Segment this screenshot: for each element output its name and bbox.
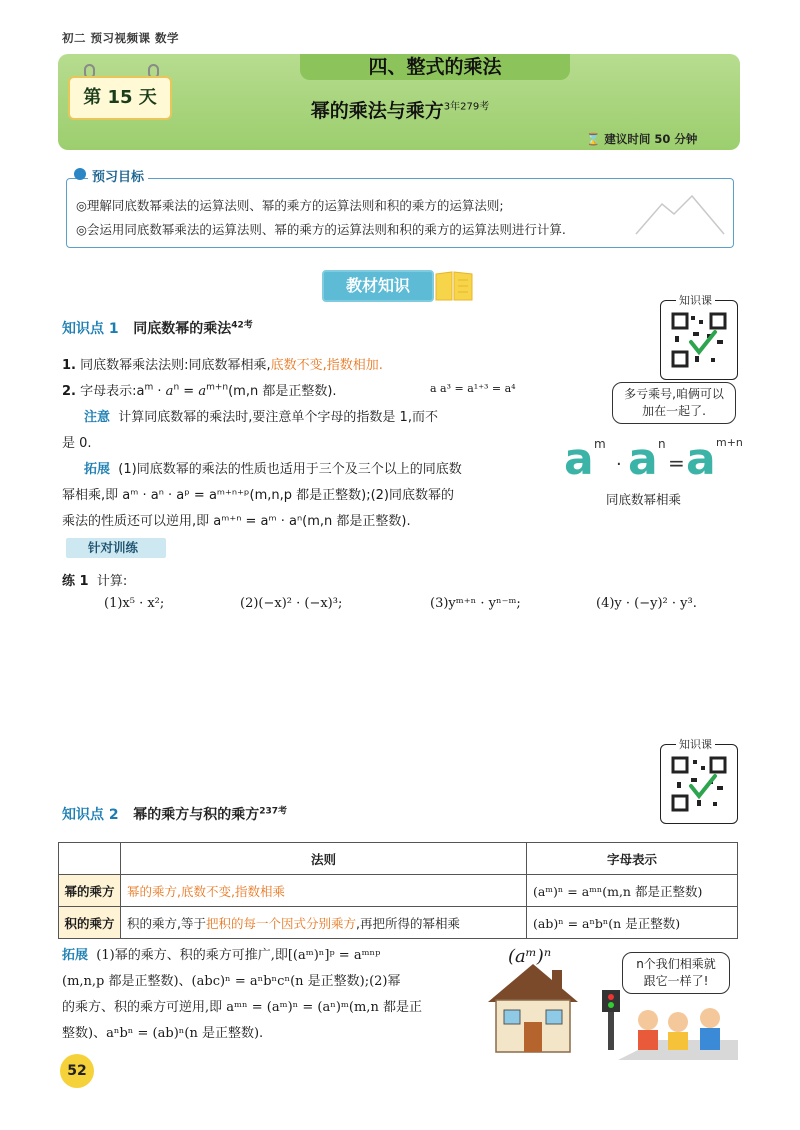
kp1-note: 注意 计算同底数幂的乘法时,要注意单个字母的指数是 1,而不 [84,410,438,425]
mountain-decoration-icon [634,190,726,240]
law-table [58,842,738,939]
kp1-title: 知识点 1 同底数幂的乘法$^{42考}$ [62,320,253,337]
training-title: 针对训练 [66,538,166,558]
target-icon [74,168,86,180]
illustration-caption: 同底数幂相乘 [606,492,682,507]
speech-bubble: n个我们相乘就跟它一样了! [622,952,730,994]
lesson-exam-count: 3年279考 [443,101,490,113]
day-card: 第 15 天 [68,76,172,120]
kp1-aside: a a³ = a¹⁺³ = a⁴ [430,382,516,395]
kp1-ext-3: 乘法的性质还可以逆用,即 aᵐ⁺ⁿ = aᵐ · aⁿ(m,n 都是正整数). [62,514,411,529]
table-header-row [59,843,738,875]
qr-label: 知识课 [676,736,715,752]
kp2-ext-4: 整数)、aⁿbⁿ = (ab)ⁿ(n 是正整数). [62,1026,264,1041]
kp1-note-cont: 是 0. [62,436,92,451]
table-row [59,875,738,907]
table-row [59,907,738,939]
row-head: 积的乘方 [59,907,121,939]
objective-item: ◎会运用同底数幂乘法的运算法则、幂的乘方的运算法则和积的乘方的运算法则进行计算. [76,222,566,237]
kp2-ext-2: (m,n,p 都是正整数)、(abc)ⁿ = aⁿbⁿcⁿ(n 是正整数);(2)幂 [62,974,401,989]
exercise-label: 练 1 计算: [62,574,128,589]
lesson-title: 幂的乘法与乘方$^{3年279考}$ [310,100,490,122]
page-number: 52 [60,1054,94,1088]
row-head: 幂的乘方 [59,875,121,907]
svg-text:=: = [668,451,685,475]
table-header [59,843,121,875]
svg-text:·: · [616,454,622,475]
table-header: 字母表示 [527,843,738,875]
kp2-title: 知识点 2 幂的乘方与积的乘方$^{237考}$ [62,806,288,823]
exercise-item: (1)x⁵ · x²; [104,596,165,611]
hourglass-icon: ⌛ [586,132,601,146]
section-title: 教材知识 [322,270,434,302]
speech-bubble: 多亏乘号,咱俩可以加在一起了. [612,382,736,424]
kp1-ext-2: 幂相乘,即 aᵐ · aⁿ · aᵖ = aᵐ⁺ⁿ⁺ᵖ(m,n,p 都是正整数);(2)同底数幂的 [62,488,454,503]
running-header: 初二 预习视频课 数学 [62,31,180,45]
formula-cell: (aᵐ)ⁿ = aᵐⁿ(m,n 都是正整数) [527,875,738,907]
svg-text:a: a [564,434,594,485]
kp2-ext: 拓展 (1)幂的乘方、积的乘方可推广,即[(aᵐ)ⁿ]ᵖ = aᵐⁿᵖ [62,948,381,963]
book-icon [432,268,476,304]
objectives-title: 预习目标 [88,166,148,185]
house-formula: (aᵐ)ⁿ [508,946,552,967]
table-header: 法则 [121,843,527,875]
objective-item: ◎理解同底数幂乘法的运算法则、幂的乘方的运算法则和积的乘方的运算法则; [76,198,504,213]
qr-code-icon[interactable] [671,312,727,368]
exercise-item: (4)y · (−y)² · y³. [596,596,697,611]
exercise-item: (2)(−x)² · (−x)³; [240,596,343,611]
kp1-formula: 2. 字母表示$:a^m \cdot a^n = a^{m+n}(m,n$ 都是正整数). [62,382,337,399]
rule-cell: 积的乘方,等于把积的每一个因式分别乘方,再把所得的幂相乘 [121,907,527,939]
exercise-item: (3)yᵐ⁺ⁿ · yⁿ⁻ᵐ; [430,596,521,611]
rule-cell: 幂的乘方,底数不变,指数相乘 [121,875,527,907]
qr-label: 知识课 [676,292,715,308]
kp1-rule: 1. 同底数幂乘法法则:同底数幂相乘,底数不变,指数相加. [62,358,383,373]
formula-cell: (ab)ⁿ = aⁿbⁿ(n 是正整数) [527,907,738,939]
suggest-time: ⌛ 建议时间 50 分钟 [586,132,698,146]
kids-illustration-icon [598,990,738,1062]
chapter-title: 四、整式的乘法 [368,56,502,78]
svg-text:m: m [594,437,606,451]
svg-text:m+n: m+n [716,436,743,449]
svg-text:a: a [628,434,658,485]
kp2-ext-3: 的乘方、积的乘方可逆用,即 aᵐⁿ = (aᵐ)ⁿ = (aⁿ)ᵐ(m,n 都是正 [62,1000,422,1015]
letters-illustration-icon [560,428,743,485]
kp1-ext: 拓展 (1)同底数幂的乘法的性质也适用于三个及三个以上的同底数 [84,462,462,477]
svg-text:n: n [658,437,666,451]
svg-text:a: a [686,434,716,485]
qr-code-icon[interactable] [671,756,727,812]
